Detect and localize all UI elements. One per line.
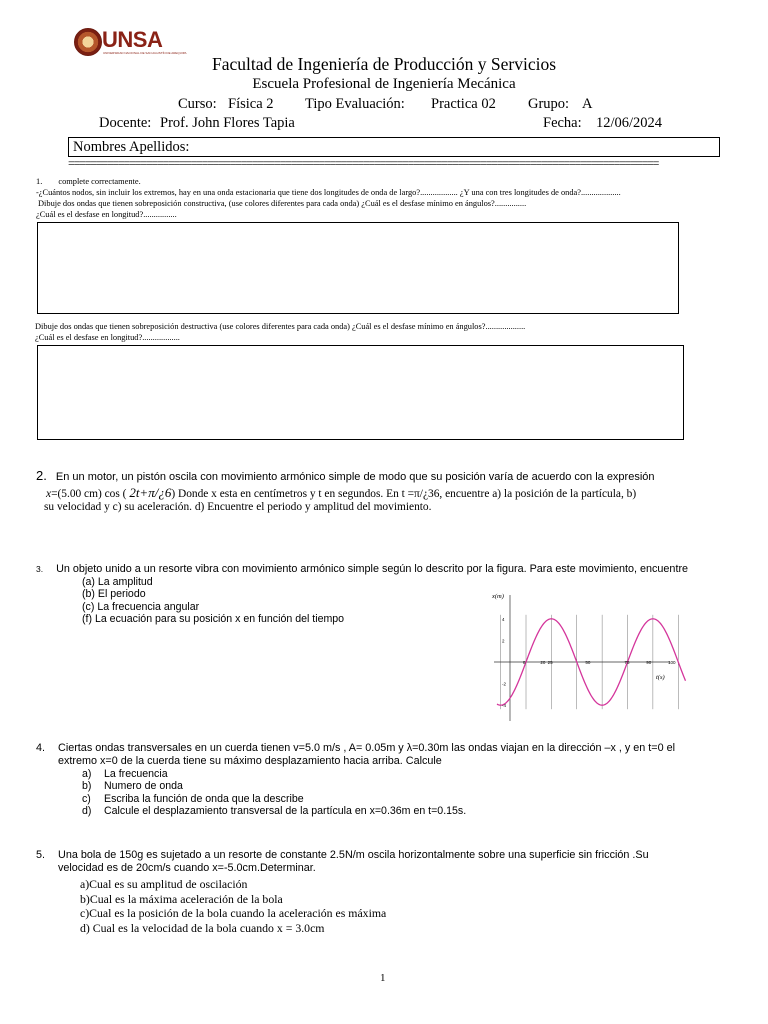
x-axis-label: t(s) bbox=[656, 674, 665, 681]
date-label: Fecha: bbox=[543, 115, 582, 131]
q1-heading bbox=[36, 177, 141, 187]
x-tick-label: 100 bbox=[668, 660, 676, 665]
q2-eq-x: x bbox=[46, 488, 52, 500]
page-number: 1 bbox=[380, 972, 386, 984]
names-field[interactable] bbox=[68, 137, 720, 157]
q1-title: complete correctamente. bbox=[58, 177, 141, 186]
x-tick-label: 20 bbox=[540, 660, 546, 665]
names-label: Nombres Apellidos: bbox=[73, 139, 190, 155]
q3-line bbox=[36, 563, 688, 575]
x-tick-label: 8 bbox=[523, 660, 526, 665]
y-axis-label: x(m) bbox=[492, 593, 504, 600]
list-item: (b) El periodo bbox=[82, 588, 146, 601]
q5-number: 5. bbox=[36, 849, 46, 861]
drawing-box-destructive[interactable] bbox=[37, 345, 684, 440]
x-tick-label: 50 bbox=[585, 660, 591, 665]
q1-line2: Dibuje dos ondas que tienen sobreposición constructiva, (use colores diferentes para cada onda) ¿Cuál es el desfase mínimo en ángulos?............... bbox=[38, 199, 527, 208]
group-value: A bbox=[582, 96, 593, 112]
q2-text2: su velocidad y c) su aceleración. d) Encuentre el periodo y amplitud del movimiento. bbox=[44, 501, 432, 513]
q1-line3: ¿Cuál es el desfase en longitud?................ bbox=[36, 210, 177, 219]
x-tick-label: 25 bbox=[547, 660, 553, 665]
eval-label: Tipo Evaluación: bbox=[305, 96, 405, 112]
q3-number: 3. bbox=[36, 564, 44, 574]
list-item: a)Cual es su amplitud de oscilación bbox=[80, 877, 248, 891]
separator-line: ========================================================================================================== bbox=[68, 156, 659, 170]
group-label: Grupo: bbox=[528, 96, 570, 112]
q4-line1 bbox=[36, 742, 675, 754]
date-value: 12/06/2024 bbox=[596, 115, 663, 131]
list-item: b) Numero de onda bbox=[82, 780, 183, 793]
q2-eq-arg: 2t+π/¿6 bbox=[129, 485, 172, 500]
q4-text2: extremo x=0 de la cuerda tiene su máximo desplazamiento hacia arriba. Calcule bbox=[58, 755, 442, 767]
q1-line5: ¿Cuál es el desfase en longitud?.................. bbox=[35, 333, 180, 342]
logo-text: UNSA bbox=[102, 27, 163, 52]
q4-text1: Ciertas ondas transversales en un cuerda tienen v=5.0 m/s , A= 0.05m y λ=0.30m las ondas viajan en la dirección –x , y en t=0 el bbox=[58, 742, 675, 754]
list-item: b)Cual es la máxima aceleración de la bola bbox=[80, 891, 283, 906]
q1-line1: -¿Cuántos nodos, sin incluir los extremos, hay en una onda estacionaria que tiene dos longitudes de onda de largo?.................. ¿Y una con tres longitudes de onda?................... bbox=[36, 188, 621, 197]
list-item: c) Escriba la función de onda que la describe bbox=[82, 792, 304, 805]
q3-text: Un objeto unido a un resorte vibra con movimiento armónico simple según lo descrito por la figura. Para este movimiento, encuentre bbox=[56, 563, 689, 575]
q5-list bbox=[80, 877, 386, 935]
q4-list bbox=[82, 768, 466, 818]
y-tick-label: 2 bbox=[502, 638, 505, 644]
list-item: (f) La ecuación para su posición x en función del tiempo bbox=[82, 613, 345, 626]
x-tick-label: 90 bbox=[646, 660, 652, 665]
course-label: Curso: bbox=[178, 96, 217, 112]
course-value: Física 2 bbox=[228, 96, 274, 112]
list-item: (a) La amplitud bbox=[82, 576, 153, 588]
q5-text2: velocidad es de 20cm/s cuando x=-5.0cm.Determinar. bbox=[58, 862, 316, 874]
teacher-value: Prof. John Flores Tapia bbox=[160, 115, 295, 131]
list-item: c)Cual es la posición de la bola cuando la aceleración es máxima bbox=[80, 906, 387, 921]
eval-value: Practica 02 bbox=[431, 96, 496, 112]
faculty-title: Facultad de Ingeniería de Producción y Servicios bbox=[211, 54, 557, 74]
y-tick-label: -2 bbox=[502, 681, 507, 687]
seal-icon bbox=[74, 28, 102, 56]
list-item: d) Cual es la velocidad de la bola cuando x = 3.0cm bbox=[80, 920, 325, 935]
q3-list bbox=[82, 576, 344, 626]
q2-text1: En un motor, un pistón oscila con movimiento armónico simple de modo que su posición varía de acuerdo con la expresión bbox=[55, 471, 655, 483]
y-tick-label: 4 bbox=[502, 616, 505, 622]
logo-subtitle: UNIVERSIDAD NACIONAL DE SAN AGUSTÍN DE AREQUIPA bbox=[103, 51, 187, 55]
q1-line4: Dibuje dos ondas que tienen sobreposición destructiva (use colores diferentes para cada onda) ¿Cuál es el desfase mínimo en ángulos?................... bbox=[35, 322, 526, 331]
q2-eq-rest: =(5.00 cm) cos ( bbox=[51, 488, 127, 500]
x-tick-label: 75 bbox=[624, 660, 630, 665]
q2-eq-after: ) Donde x esta en centímetros y t en segundos. En t =π/¿36, encuentre a) la posición de la partícula, b) bbox=[171, 488, 637, 500]
q2-line1 bbox=[36, 468, 655, 483]
q5-line1 bbox=[36, 849, 649, 861]
list-item: d) Calcule el desplazamiento transversal de la partícula en x=0.36m en t=0.15s. bbox=[82, 805, 467, 818]
y-tick-label: -4 bbox=[502, 703, 507, 709]
q2-number: 2. bbox=[36, 468, 47, 483]
drawing-box-constructive[interactable] bbox=[37, 222, 679, 314]
school-title: Escuela Profesional de Ingeniería Mecánica bbox=[252, 76, 516, 92]
list-item: (c) La frecuencia angular bbox=[82, 600, 200, 613]
q5-text1: Una bola de 150g es sujetado a un resorte de constante 2.5N/m oscila horizontalmente sobre una superficie sin fricción .Su bbox=[58, 849, 649, 861]
q2-equation-line bbox=[46, 485, 636, 501]
q4-number: 4. bbox=[36, 742, 46, 754]
teacher-label: Docente: bbox=[99, 115, 152, 131]
list-item: a) La frecuencia bbox=[82, 768, 168, 780]
position-time-graph bbox=[486, 587, 674, 723]
q1-number: 1. bbox=[36, 177, 43, 186]
